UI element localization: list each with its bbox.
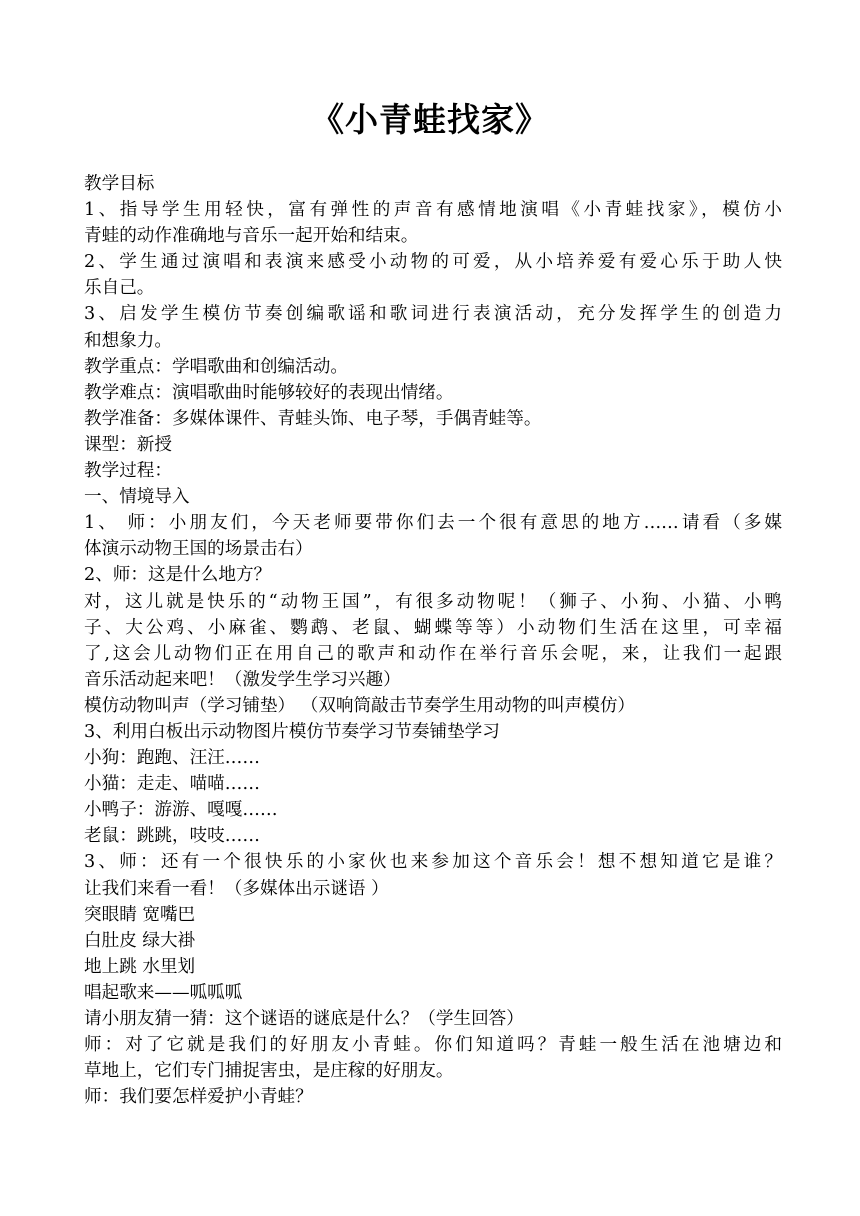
document-title: 《小青蛙找家》	[311, 100, 549, 139]
riddle-line-3: 地上跳 水里划	[84, 956, 196, 977]
goal-2-line-2: 乐自己。	[84, 278, 155, 299]
rhythm-duckling: 小鸭子：游游、嘎嘎……	[84, 800, 278, 821]
riddle-question: 请小朋友猜一猜：这个谜语的谜底是什么？（学生回答）	[84, 1009, 524, 1029]
step-1-line-2: 体演示动物王国的场景击右）	[84, 539, 313, 560]
lesson-type: 课型：新授	[84, 434, 172, 455]
rhythm-dog: 小狗：跑跑、汪汪……	[84, 748, 260, 769]
rhythm-mouse: 老鼠：跳跳，吱吱……	[84, 826, 260, 847]
teaching-difficulty: 教学难点：演唱歌曲时能够较好的表现出情绪。	[84, 382, 454, 403]
goal-3-line-1: 3、启发学生模仿节奏创编歌谣和歌词进行表演活动，充分发挥学生的创造力	[84, 304, 782, 325]
riddle-line-4: 唱起歌来——呱呱呱	[84, 982, 243, 1003]
paragraph-zoo-line-3: 了,这会儿动物们正在用自己的歌声和动作在举行音乐会呢，来，让我们一起跟	[84, 643, 782, 664]
riddle-line-2: 白肚皮 绿大褂	[84, 930, 196, 951]
paragraph-zoo-line-1: 对，这儿就是快乐的“动物王国”，有很多动物呢！（狮子、小狗、小猫、小鸭	[84, 591, 782, 612]
step-1-line-1: 1、 师：小朋友们，今天老师要带你们去一个很有意思的地方……请看（多媒	[84, 513, 782, 534]
step-3-riddle-line-1: 3、师：还有一个很快乐的小家伙也来参加这个音乐会！想不想知道它是谁？	[84, 852, 782, 873]
section-heading-teaching-goals: 教学目标	[84, 174, 155, 194]
imitate-animal-sounds: 模仿动物叫声（学习铺垫） （双响筒敲击节奏学生用动物的叫声模仿）	[84, 695, 636, 716]
goal-1-line-1: 1、指导学生用轻快，富有弹性的声音有感情地演唱《小青蛙找家》，模仿小	[84, 200, 782, 221]
paragraph-zoo-line-4: 音乐活动起来吧！（激发学生学习兴趣）	[84, 669, 401, 690]
rhythm-cat: 小猫：走走、喵喵……	[84, 774, 260, 795]
frog-answer-line-1: 师：对了它就是我们的好朋友小青蛙。你们知道吗？青蛙一般生活在池塘边和	[84, 1035, 782, 1056]
paragraph-zoo-line-2: 子、大公鸡、小麻雀、鹦鹉、老鼠、蝴蝶等等）小动物们生活在这里，可幸福	[84, 617, 782, 638]
riddle-line-1: 突眼睛 宽嘴巴	[84, 904, 196, 925]
goal-3-line-2: 和想象力。	[84, 330, 172, 351]
step-2: 2、师：这是什么地方？	[84, 565, 272, 586]
protect-frog-question: 师：我们要怎样爱护小青蛙？	[84, 1087, 313, 1108]
goal-1-line-2: 青蛙的动作准确地与音乐一起开始和结束。	[84, 226, 419, 247]
teaching-focus: 教学重点：学唱歌曲和创编活动。	[84, 356, 348, 377]
step-3-riddle-line-2: 让我们来看一看！（多媒体出示谜语 ）	[84, 878, 389, 899]
goal-2-line-1: 2、学生通过演唱和表演来感受小动物的可爱，从小培养爱有爱心乐于助人快	[84, 252, 782, 273]
document-body	[84, 171, 782, 1110]
teaching-preparation: 教学准备：多媒体课件、青蛙头饰、电子琴，手偶青蛙等。	[84, 408, 542, 429]
section-intro-heading: 一、情境导入	[84, 487, 190, 508]
step-3-rhythm: 3、利用白板出示动物图片模仿节奏学习节奏铺垫学习	[84, 721, 500, 742]
frog-answer-line-2: 草地上，它们专门捕捉害虫，是庄稼的好朋友。	[84, 1061, 454, 1082]
teaching-process-heading: 教学过程：	[84, 461, 172, 482]
